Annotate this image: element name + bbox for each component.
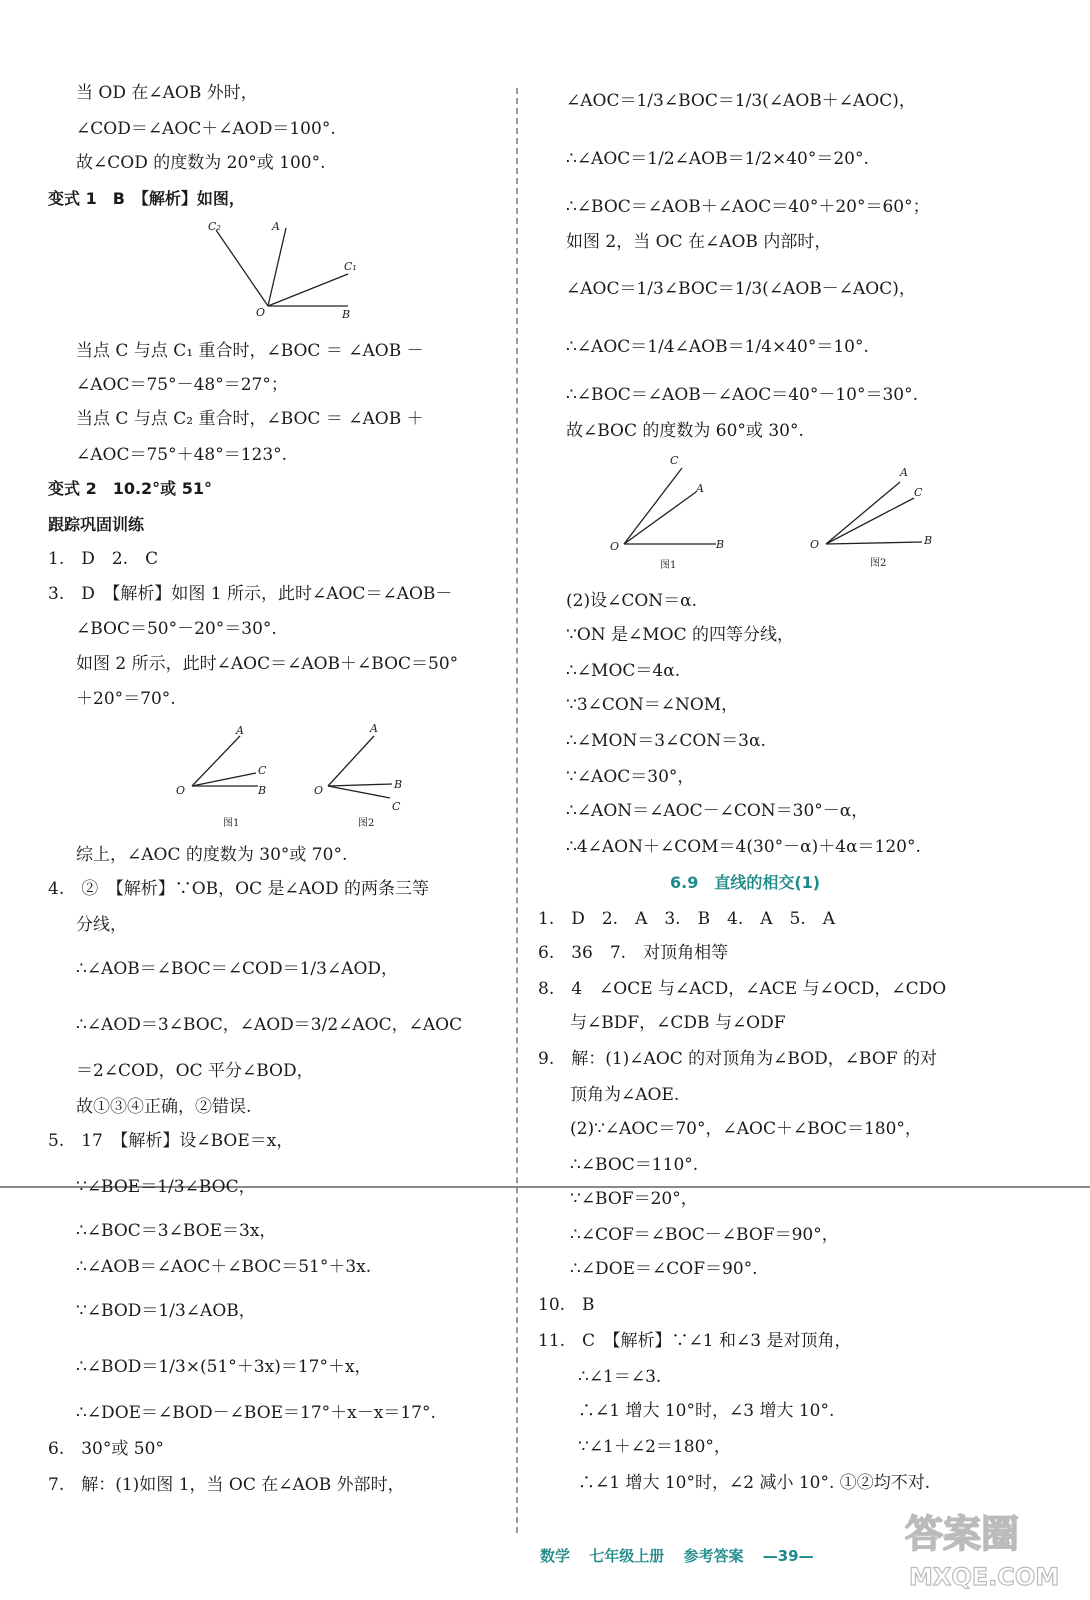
text-line: ∴∠BOC＝∠AOB＋∠AOC＝40°＋20°＝60°； [566, 197, 930, 217]
text-line: 4. ② 【解析】∵OB，OC 是∠AOD 的两条三等 [48, 879, 429, 899]
text-line: ∴∠1＝∠3. [578, 1367, 662, 1387]
column-divider [516, 88, 518, 1533]
text-line: ＋20°＝70°. [76, 689, 176, 709]
text-line: ∴∠AOB＝∠BOC＝∠COD＝1/3∠AOD， [76, 959, 399, 979]
text-line: 11. C 【解析】∵∠1 和∠3 是对顶角， [538, 1331, 852, 1351]
text-line: ∴∠AOC＝1/4∠AOB＝1/4×40°＝10°. [566, 337, 869, 357]
text-line: 8. 4 ∠OCE 与∠ACD，∠ACE 与∠OCD，∠CDO [538, 979, 947, 999]
text-line: ∴∠BOC＝∠AOB－∠AOC＝40°－10°＝30°. [566, 385, 919, 405]
footer-page-number: —39— [762, 1547, 814, 1565]
svg-text:C: C [670, 454, 679, 467]
label-b: B [342, 308, 351, 321]
text-line: ∵∠BOF＝20°， [570, 1189, 698, 1209]
text-line: 与∠BDF，∠CDB 与∠ODF [570, 1013, 786, 1033]
text-line: ∴∠DOE＝∠COF＝90°. [570, 1259, 758, 1279]
footer-subject: 数学 [540, 1547, 571, 1565]
svg-text:B: B [716, 538, 725, 551]
svg-text:答案圈: 答案圈 [905, 1512, 1020, 1556]
svg-text:图2: 图2 [358, 818, 375, 829]
text-line: ∴∠COF＝∠BOC－∠BOF＝90°， [570, 1225, 839, 1245]
text-line: ∠COD＝∠AOC＋∠AOD＝100°. [76, 119, 336, 139]
text-line: ∵3∠CON＝∠NOM， [566, 695, 739, 715]
text-line: ∵∠BOD＝1/3∠AOB， [76, 1301, 256, 1321]
text-line: ∵ON 是∠MOC 的四等分线， [566, 625, 795, 645]
svg-text:B: B [394, 778, 403, 791]
page-footer [540, 1545, 814, 1566]
label-a: A [272, 220, 280, 233]
footer-section: 参考答案 [683, 1547, 744, 1565]
label-c1: C₁ [344, 260, 357, 273]
text-line: 故①③④正确，②错误. [76, 1097, 252, 1117]
text-line: ∴∠AON＝∠AOC－∠CON＝30°－α， [566, 801, 869, 821]
text-line: ∴∠AOC＝1/2∠AOB＝1/2×40°＝20°. [566, 149, 869, 169]
text-line: ∵∠BOE＝1/3∠BOC， [76, 1177, 256, 1197]
text-line: ∴4∠AON＋∠COM＝4(30°－α)＋4α＝120°. [566, 837, 921, 857]
label-o: O [256, 306, 266, 319]
text-line: 6. 30°或 50° [48, 1439, 164, 1459]
svg-text:C: C [914, 486, 923, 499]
figure-variant-1 [198, 218, 378, 323]
text-line: 顶角为∠AOE. [570, 1085, 680, 1105]
text-line: ∴∠AOB＝∠AOC＋∠BOC＝51°＋3x. [76, 1257, 372, 1277]
svg-text:O: O [810, 538, 820, 551]
text-line: (2)∵∠AOC＝70°，∠AOC＋∠BOC＝180°， [570, 1119, 922, 1139]
text-line: ∠AOC＝75°－48°＝27°； [76, 375, 288, 395]
text-line: ∴∠MOC＝4α. [566, 661, 681, 681]
section-title: 跟踪巩固训练 [48, 515, 145, 534]
text-line: (2)设∠CON＝α. [566, 591, 698, 611]
text-line: ∴∠AOD＝3∠BOC，∠AOD＝3/2∠AOC，∠AOC [76, 1015, 463, 1035]
text-line: 当点 C 与点 C₂ 重合时，∠BOC ＝ ∠AOB ＋ [76, 409, 424, 429]
svg-text:MXQE.COM: MXQE.COM [909, 1563, 1060, 1591]
figure-q3 [168, 718, 418, 836]
text-line: 故∠COD 的度数为 20°或 100°. [76, 153, 326, 173]
text-line: 如图 2，当 OC 在∠AOB 内部时， [566, 232, 832, 252]
answer-variant-1: 变式 1 B 【解析】如图， [48, 189, 245, 208]
answer-variant-2: 变式 2 10.2°或 51° [48, 479, 213, 498]
svg-text:O: O [610, 540, 620, 553]
svg-text:O: O [314, 784, 324, 797]
text-line: ∴∠1 增大 10°时，∠2 减小 10°. ①②均不对. [578, 1473, 931, 1493]
text-line: ∴∠BOD＝1/3×(51°＋3x)＝17°＋x， [76, 1357, 372, 1377]
svg-text:O: O [176, 784, 186, 797]
svg-text:A: A [236, 724, 244, 737]
svg-text:图1: 图1 [223, 818, 240, 829]
text-line: 7. 解：(1)如图 1，当 OC 在∠AOB 外部时， [48, 1475, 405, 1495]
text-line: 如图 2 所示，此时∠AOC＝∠AOB＋∠BOC＝50° [76, 654, 459, 674]
text-line: 分线， [76, 915, 127, 935]
text-line: ∠BOC＝50°－20°＝30°. [76, 619, 277, 639]
text-line: ∴∠1 增大 10°时，∠3 增大 10°. [578, 1401, 835, 1421]
text-line: ∠AOC＝1/3∠BOC＝1/3(∠AOB＋∠AOC)， [566, 91, 916, 111]
text-line: 综上，∠AOC 的度数为 30°或 70°. [76, 845, 348, 865]
text-line: ∵∠1＋∠2＝180°， [578, 1437, 731, 1457]
svg-text:A: A [900, 466, 908, 479]
text-line: 10. B [538, 1295, 595, 1315]
watermark-logo [895, 1495, 1080, 1595]
text-line: ∵∠AOC＝30°， [566, 767, 695, 787]
text-line: ＝2∠COD，OC 平分∠BOD， [76, 1061, 314, 1081]
svg-text:B: B [924, 534, 933, 547]
figure-q7 [598, 448, 968, 576]
svg-text:A: A [696, 482, 704, 495]
text-line: 当点 C 与点 C₁ 重合时，∠BOC ＝ ∠AOB － [76, 341, 424, 361]
text-line: 1. D 2. A 3. B 4. A 5. A [538, 909, 836, 929]
label-c2: C₂ [208, 220, 221, 233]
text-line: 1. D 2. C [48, 549, 159, 569]
svg-text:A: A [370, 722, 378, 735]
svg-text:C: C [258, 764, 267, 777]
text-line: ∠AOC＝1/3∠BOC＝1/3(∠AOB－∠AOC)， [566, 279, 916, 299]
section-heading: 6.9 直线的相交(1) [670, 873, 821, 892]
text-line: 故∠BOC 的度数为 60°或 30°. [566, 421, 804, 441]
text-line: ∴∠DOE＝∠BOD－∠BOE＝17°＋x－x＝17°. [76, 1403, 436, 1423]
text-line: ∠AOC＝75°＋48°＝123°. [76, 445, 288, 465]
text-line: ∴∠BOC＝110°. [570, 1155, 699, 1175]
svg-text:图1: 图1 [660, 560, 677, 571]
svg-text:图2: 图2 [870, 558, 887, 569]
text-line: 5. 17 【解析】设∠BOE＝x， [48, 1131, 294, 1151]
text-line: ∴∠BOC＝3∠BOE＝3x， [76, 1221, 277, 1241]
text-line: 9. 解：(1)∠AOC 的对顶角为∠BOD，∠BOF 的对 [538, 1049, 937, 1069]
footer-grade: 七年级上册 [589, 1547, 665, 1565]
text-line: 6. 36 7. 对顶角相等 [538, 943, 729, 963]
text-line: 3. D 【解析】如图 1 所示，此时∠AOC＝∠AOB－ [48, 584, 453, 604]
svg-text:C: C [392, 800, 401, 813]
text-line: 当 OD 在∠AOB 外时， [76, 83, 258, 103]
text-line: ∴∠MON＝3∠CON＝3α. [566, 731, 766, 751]
svg-text:B: B [258, 784, 267, 797]
